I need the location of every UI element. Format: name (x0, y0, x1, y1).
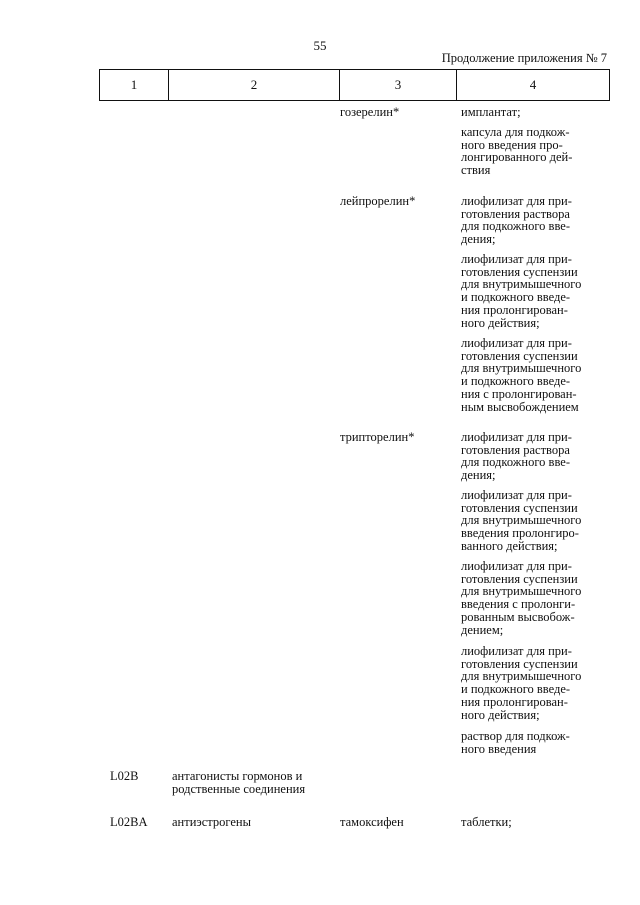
form-line: введения пролонгиро- (461, 526, 579, 541)
form-line: ния с пролонгирован- (461, 386, 577, 401)
table-header-row (99, 69, 610, 101)
dosage-form (461, 337, 611, 413)
form-line: для внутримышечного (461, 277, 582, 292)
atc-code: L02B (110, 769, 139, 783)
form-line: и подкожного введе- (461, 682, 571, 697)
form-line: лиофилизат для при- (461, 336, 572, 350)
drug-name-goserelin: гозерелин* (340, 105, 400, 119)
form-line: дением; (461, 622, 504, 637)
dosage-form: таблетки; (461, 815, 512, 829)
form-line: дения; (461, 232, 496, 247)
atc-group-name: антиэстрогены (172, 815, 252, 829)
form-line: лонгированного дей- (461, 150, 573, 165)
form-line: лиофилизат для при- (461, 430, 572, 444)
form-line: лиофилизат для при- (461, 194, 572, 208)
form-line: готовления суспензии (461, 348, 578, 363)
form-line: ванного действия; (461, 538, 558, 553)
form-line: ным высвобождением (461, 399, 579, 414)
header-col-4: 4 (529, 77, 537, 92)
form-line: введения с пролонги- (461, 597, 576, 612)
atc-group-name (172, 770, 337, 795)
form-line: лиофилизат для при- (461, 252, 572, 266)
form-line: для внутримышечного (461, 361, 582, 376)
form-line: готовления суспензии (461, 264, 578, 279)
form-line: для внутримышечного (461, 584, 582, 599)
form-line: лиофилизат для при- (461, 644, 572, 658)
form-line: рованным высвобож- (461, 609, 575, 624)
form-line: ного действия; (461, 707, 540, 722)
drug-name-triptorelin: трипторелин* (340, 430, 415, 444)
form-line: ния пролонгирован- (461, 302, 568, 317)
dosage-form (461, 645, 611, 721)
form-line: готовления раствора (461, 206, 570, 221)
group-line: родственные соединения (172, 781, 306, 796)
dosage-form (461, 126, 611, 177)
form-line: ного введения (461, 741, 537, 756)
dosage-form (461, 560, 611, 636)
form-line: и подкожного введе- (461, 290, 571, 305)
form-line: дения; (461, 468, 496, 483)
drug-name-tamoxifen: тамоксифен (340, 815, 404, 829)
header-col-1: 1 (100, 70, 169, 100)
dosage-form (461, 195, 611, 246)
dosage-form (461, 730, 611, 755)
dosage-form (461, 431, 611, 482)
form-line: готовления суспензии (461, 571, 578, 586)
form-line: имплантат; (461, 105, 521, 119)
form-line: капсула для подкож- (461, 125, 570, 139)
form-line: лиофилизат для при- (461, 488, 572, 502)
drug-name-leuprorelin: лейпрорелин* (340, 194, 416, 208)
atc-code: L02BA (110, 815, 148, 829)
form-line: готовления суспензии (461, 500, 578, 515)
form-line: ния пролонгирован- (461, 694, 568, 709)
form-line: для подкожного вве- (461, 455, 570, 470)
dosage-form (461, 106, 611, 119)
form-line: для внутримышечного (461, 669, 582, 684)
header-col-2: 2 (169, 70, 340, 100)
form-line: готовления суспензии (461, 656, 578, 671)
form-line: для внутримышечного (461, 513, 582, 528)
header-col-3: 3 (340, 70, 457, 100)
continuation-note: Продолжение приложения № 7 (441, 51, 607, 65)
form-line: для подкожного вве- (461, 219, 570, 234)
form-line: лиофилизат для при- (461, 559, 572, 573)
page-number: 55 (313, 38, 327, 53)
dosage-form (461, 253, 611, 329)
form-line: раствор для подкож- (461, 729, 570, 743)
form-line: готовления раствора (461, 442, 570, 457)
form-line: ного действия; (461, 315, 540, 330)
group-line: антагонисты гормонов и (172, 769, 303, 783)
form-line: и подкожного введе- (461, 374, 571, 389)
form-line: ствия (461, 163, 491, 178)
dosage-form (461, 489, 611, 553)
form-line: ного введения про- (461, 137, 563, 152)
